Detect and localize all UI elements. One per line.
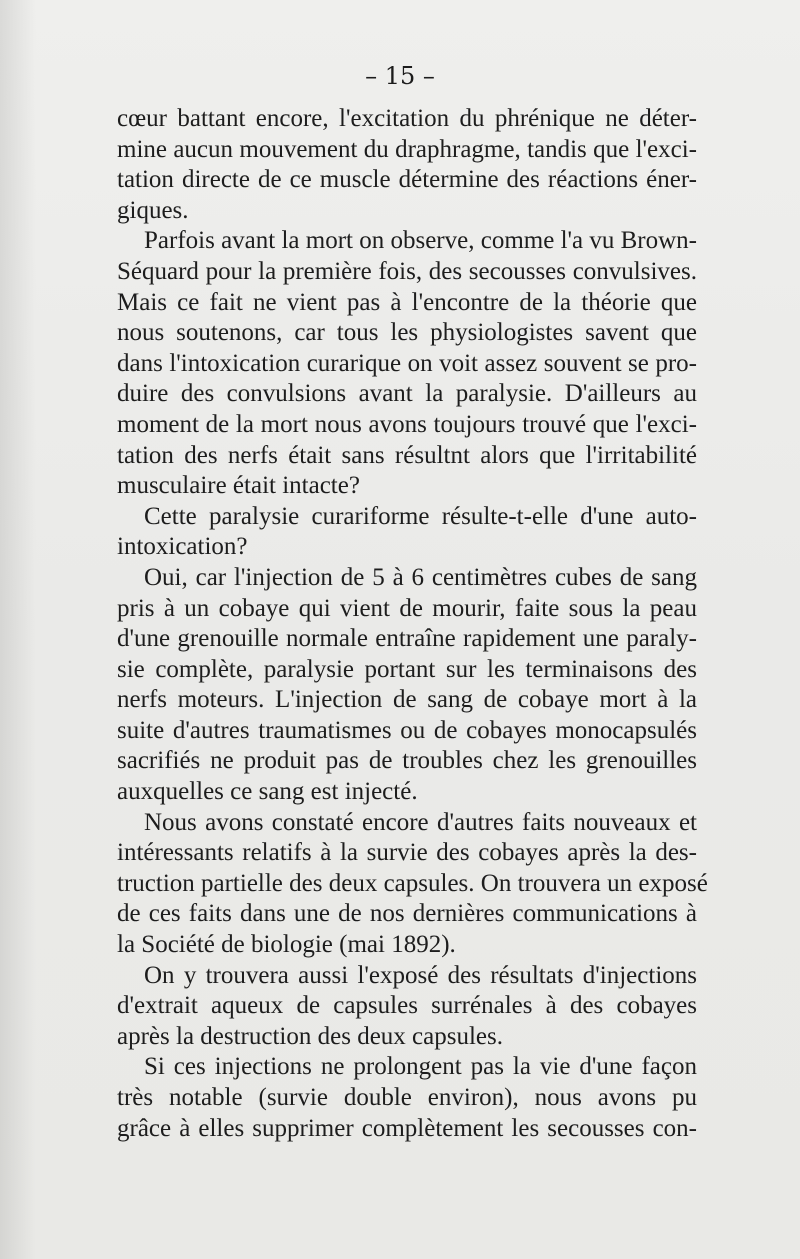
body-text bbox=[117, 104, 708, 1144]
text-line: Oui, car l'injection de 5 à 6 centimètres cubes de sang bbox=[144, 563, 697, 591]
text-line: pris à un cobaye qui vient de mourir, faite sous la peau bbox=[117, 594, 697, 622]
text-line: très notable (survie double environ), nous avons pu bbox=[117, 1084, 697, 1111]
text-line: grâce à elles supprimer complètement les secousses con- bbox=[117, 1114, 697, 1142]
text-line: intoxication? bbox=[117, 533, 248, 561]
text-line: mine aucun mouvement du draphragme, tandis que l'exci- bbox=[117, 135, 697, 163]
text-line: sacrifiés ne produit pas de troubles chez les grenouilles bbox=[117, 747, 697, 775]
text-line: sie complète, paralysie portant sur les terminaisons des bbox=[117, 655, 697, 683]
page-number: – 15 – bbox=[365, 62, 435, 90]
text-line: dans l'intoxication curarique on voit assez souvent se pro- bbox=[117, 349, 697, 377]
text-line: Mais ce fait ne vient pas à l'encontre de la théorie que bbox=[117, 288, 697, 316]
text-line: auxquelles ce sang est injecté. bbox=[117, 778, 418, 806]
text-line: Nous avons constaté encore d'autres faits nouveaux et bbox=[144, 808, 697, 836]
text-line: la Société de biologie (mai 1892). bbox=[117, 931, 456, 959]
text-line: d'extrait aqueux de capsules surrénales à des cobayes bbox=[117, 992, 697, 1020]
text-line: cœur battant encore, l'excitation du phrénique ne déter- bbox=[117, 105, 697, 132]
text-line: d'une grenouille normale entraîne rapidement une paraly- bbox=[117, 625, 697, 653]
text-line: de ces faits dans une de nos dernières communications à bbox=[117, 900, 697, 928]
text-line: tation des nerfs était sans résultnt alors que l'irritabilité bbox=[117, 441, 697, 469]
text-line: Séquard pour la première fois, des secousses convulsives. bbox=[117, 257, 697, 285]
text-line: musculaire était intacte? bbox=[117, 472, 360, 500]
text-line: Cette paralysie curariforme résulte-t-elle d'une auto- bbox=[144, 502, 697, 530]
text-line: Si ces injections ne prolongent pas la vie d'une façon bbox=[144, 1053, 697, 1081]
text-line: tation directe de ce muscle détermine des réactions éner- bbox=[117, 166, 697, 194]
text-line: nous soutenons, car tous les physiologistes savent que bbox=[117, 319, 697, 347]
text-line: moment de la mort nous avons toujours trouvé que l'exci- bbox=[117, 410, 697, 438]
text-line: Parfois avant la mort on observe, comme l'a vu Brown- bbox=[144, 227, 697, 255]
text-line: après la destruction des deux capsules. bbox=[117, 1022, 503, 1050]
text-line: truction partielle des deux capsules. On trouvera un exposé bbox=[117, 869, 708, 897]
text-line: nerfs moteurs. L'injection de sang de cobaye mort à la bbox=[117, 686, 697, 714]
text-line: duire des convulsions avant la paralysie. D'ailleurs au bbox=[117, 380, 697, 408]
text-line: giques. bbox=[117, 196, 189, 224]
text-line: On y trouvera aussi l'exposé des résultats d'injections bbox=[144, 961, 697, 989]
binding-shadow bbox=[0, 0, 36, 1259]
text-line: suite d'autres traumatismes ou de cobayes monocapsulés bbox=[117, 716, 697, 744]
text-line: intéressants relatifs à la survie des cobayes après la des- bbox=[117, 839, 697, 867]
